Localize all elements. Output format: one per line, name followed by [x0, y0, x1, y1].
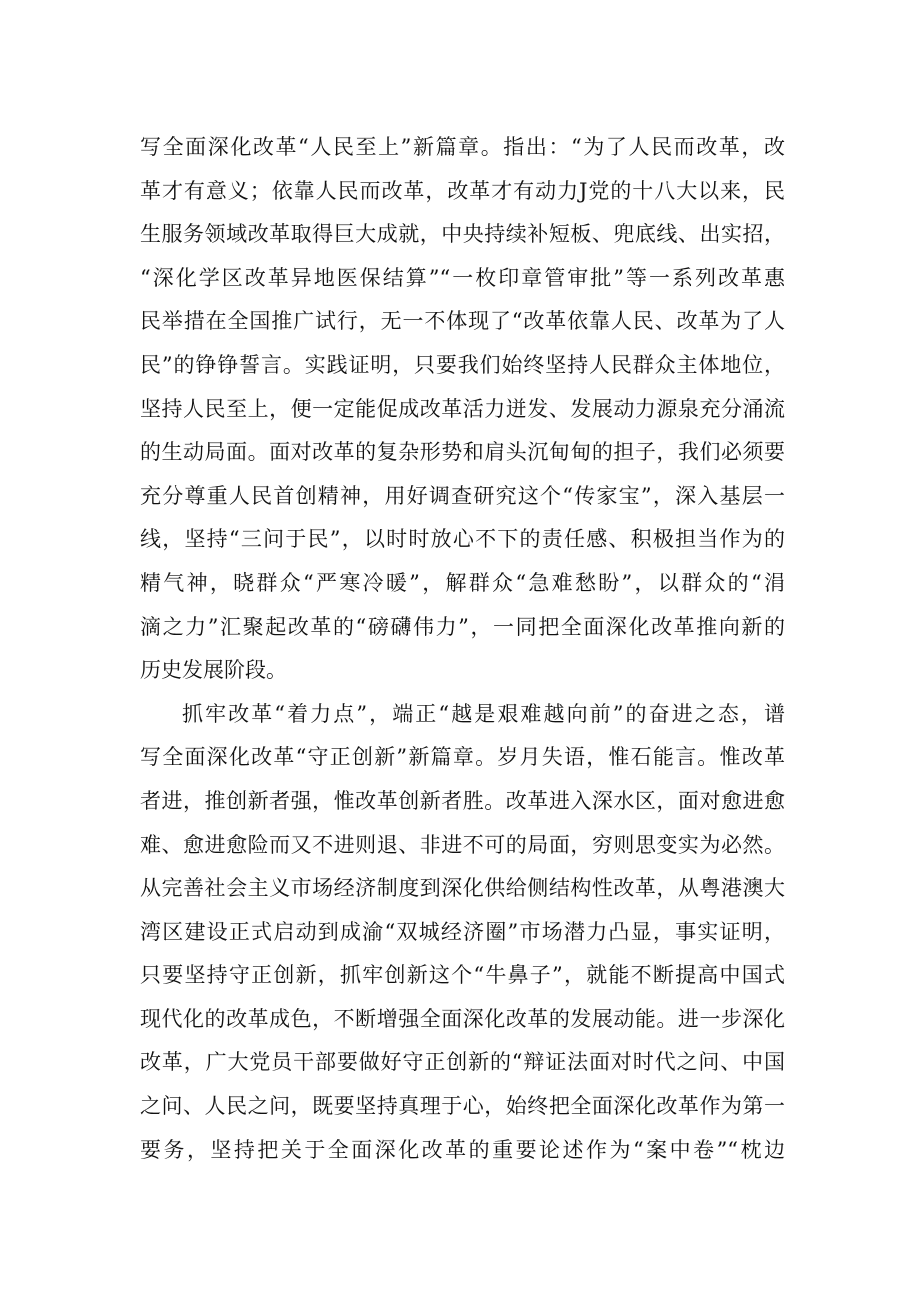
text-line: 写全面深化改革“守正创新”新篇章。岁月失语，惟石能言。惟改革 [140, 745, 785, 770]
text-line: 坚持人民至上，便一定能促成改革活力迸发、发展动力源泉充分涌流 [140, 396, 785, 421]
text-line: 革才有意义；依靠人民而改革，改革才有动力J党的十八大以来，民 [140, 178, 785, 203]
text-line: 滴之力”汇聚起改革的“磅礴伟力”，一同把全面深化改革推向新的 [140, 614, 785, 639]
text-line: 写全面深化改革“人民至上”新篇章。指出：“为了人民而改革，改 [140, 135, 785, 159]
text-line: 者进，推创新者强，惟改革创新者胜。改革进入深水区，面对愈进愈 [140, 788, 785, 813]
text-line: 之问、人民之问，既要坚持真理于心，始终把全面深化改革作为第一 [140, 1094, 785, 1119]
text-line: 精气神，晓群众“严寒冷暖”，解群众“急难愁盼”，以群众的“涓 [140, 570, 785, 595]
paragraph-start-line: 抓牢改革“着力点”，端正“越是艰难越向前”的奋进之态，谱 [182, 701, 785, 726]
text-line: 生服务领域改革取得巨大成就，中央持续补短板、兜底线、出实招， [140, 222, 785, 247]
text-line: 要务，坚持把关于全面深化改革的重要论述作为“案中卷”“枕边 [140, 1137, 785, 1162]
text-line: “深化学区改革异地医保结算”“一枚印章管审批”等一系列改革惠 [140, 265, 785, 290]
text-line: 湾区建设正式启动到成渝“双城经济圈”市场潜力凸显，事实证明， [140, 919, 785, 944]
text-line: 现代化的改革成色，不断增强全面深化改革的发展动能。进一步深化 [140, 1006, 785, 1031]
text-line: 难、愈进愈险而又不进则退、非进不可的局面，穷则思变实为必然。 [140, 832, 785, 857]
text-line: 的生动局面。面对改革的复杂形势和肩头沉甸甸的担子，我们必须要 [140, 440, 785, 465]
paragraph-end-line: 历史发展阶段。 [140, 658, 287, 683]
text-line: 改革，广大党员干部要做好守正创新的“辩证法面对时代之问、中国 [140, 1050, 785, 1075]
text-line: 只要坚持守正创新，抓牢创新这个“牛鼻子”，就能不断提高中国式 [140, 963, 785, 988]
text-line: 线，坚持“三问于民”，以时时放心不下的责任感、积极担当作为的 [140, 527, 785, 552]
text-line: 民”的铮铮誓言。实践证明，只要我们始终坚持人民群众主体地位， [140, 352, 785, 377]
document-body [140, 128, 785, 1174]
text-line: 充分尊重人民首创精神，用好调查研究这个“传家宝”，深入基层一 [140, 483, 785, 508]
text-line: 从完善社会主义市场经济制度到深化供给侧结构性改革，从粤港澳大 [140, 876, 785, 901]
text-line: 民举措在全国推广试行，无一不体现了“改革依靠人民、改革为了人 [140, 309, 785, 334]
